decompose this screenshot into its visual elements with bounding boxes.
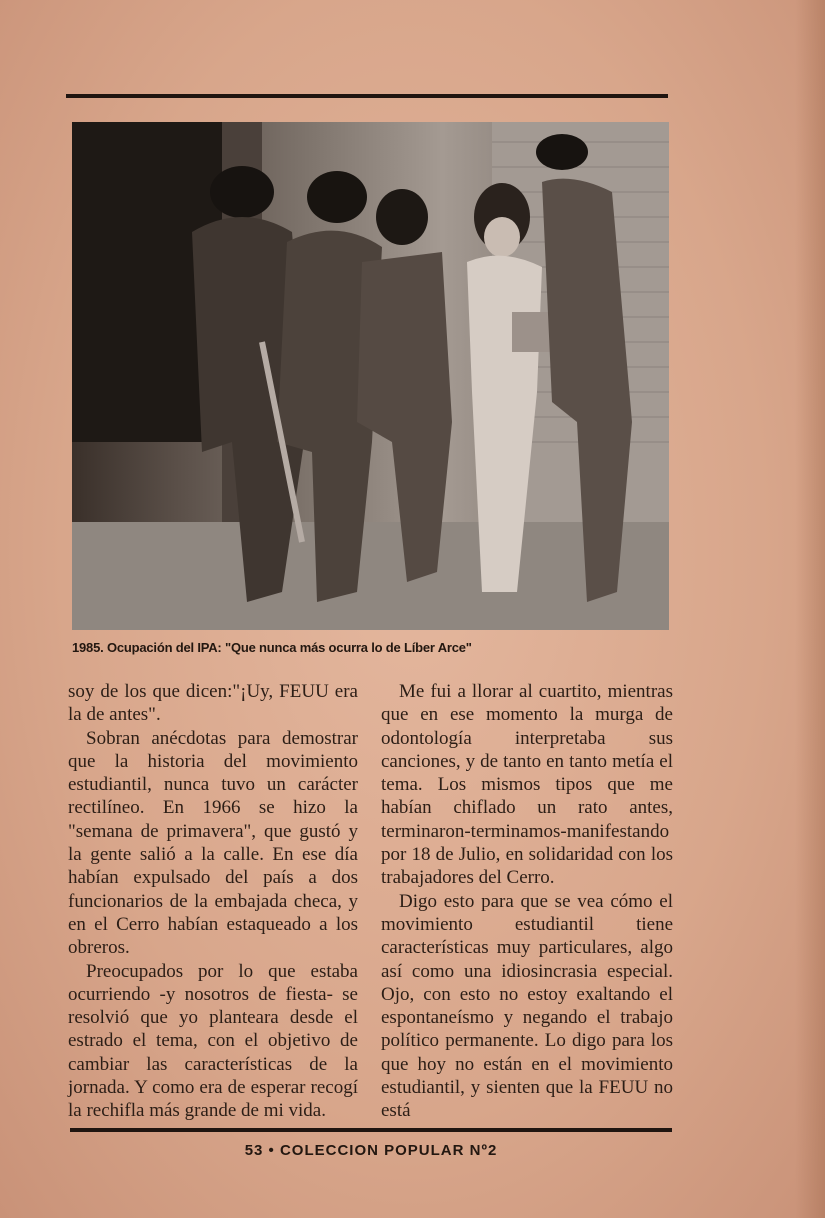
paragraph: soy de los que dicen:"¡Uy, FEUU era la de antes". [68,681,358,726]
paragraph: Preocupados por lo que estaba ocurriendo -y nosotros de fiesta- se resolvió que yo planteara desde el estrado el tema, con el objetivo de cambiar las características de la jornada. Y como era de esperar recogí la rechifla más grande de mi vida. [68,960,358,1122]
text-column-right [381,680,673,1123]
page-edge-shadow [795,0,825,1218]
news-photo [72,122,669,630]
bottom-rule [70,1128,672,1132]
page-footer: 53 • COLECCION POPULAR Nº2 [244,1142,498,1159]
paragraph: Sobran anécdotas para demostrar que la historia del movimiento estudiantil, nunca tuvo un carácter rectilíneo. En 1966 se hizo la "semana de primavera", que gustó y la gente salió a la calle. En ese día habían expulsado del país a dos funcionarios de la embajada checa, y en el Cerro habían estaqueado a los obreros. [68,727,358,959]
paragraph: Digo esto para que se vea cómo el movimiento estudiantil tiene características muy particulares, algo así como una idiosincrasia especial. Ojo, con esto no estoy exaltando el espontaneísmo y negando el trabajo político permanente. Lo digo para los que hoy no están en el movimiento estudiantil, y sienten que la FEUU no está [381,890,673,1122]
paragraph: Me fui a llorar al cuartito, mientras que en ese momento la murga de odontología interpretaba sus canciones, y de tanto en tanto metía el tema. Los mismos tipos que me habían chiflado un rato antes, terminaron-terminamos-manifestando por 18 de Julio, en solidaridad con los trabajadores del Cerro. [381,681,673,889]
photo-caption: 1985. Ocupación del IPA: "Que nunca más ocurra lo de Líber Arce" [72,640,472,655]
top-rule [66,94,668,98]
photo-icon [72,122,669,630]
text-column-left [68,680,358,1123]
